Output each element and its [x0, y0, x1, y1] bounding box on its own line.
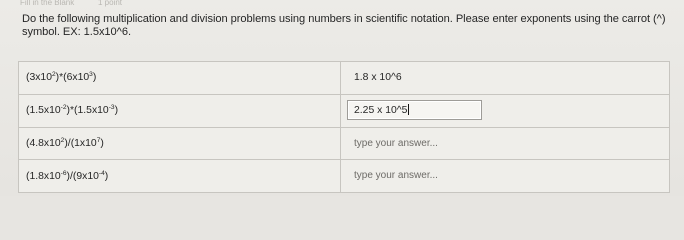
answer-value: 2.25 x 10^5 — [354, 104, 408, 116]
problem-expression: $(4.8x10^2)/(1x10^7)$ — [26, 136, 104, 149]
text-cursor — [408, 104, 409, 115]
table-row — [19, 62, 670, 95]
answer-cell — [341, 94, 670, 127]
answer-cell — [341, 127, 670, 160]
instructions-text: Do the following multiplication and division problems using numbers in scientific notation. Please enter exponents using the carrot (^) symbol. EX: 1.5x10^6. — [22, 13, 666, 39]
problem-expression: $(1.5x10^{-2})*(1.5x10^{-3})$ — [26, 104, 119, 117]
answer-cell — [341, 160, 670, 193]
problem-expression: $(1.8x10^{-6})/(9x10^{-4})$ — [26, 169, 109, 182]
answer-placeholder: type your answer... — [354, 137, 438, 149]
table-row — [19, 94, 670, 127]
answer-input[interactable] — [347, 133, 482, 153]
problem-cell — [19, 62, 341, 95]
scientific-notation-table — [18, 61, 670, 193]
answer-cell — [341, 62, 670, 95]
answer-input[interactable] — [347, 67, 482, 87]
table-row — [19, 160, 670, 193]
question-type-label: Fill in the Blank — [20, 0, 75, 7]
answer-input-active[interactable] — [347, 100, 482, 120]
points-label: 1 point — [98, 0, 123, 7]
answer-value: 1.8 x 10^6 — [354, 72, 402, 83]
answer-placeholder: type your answer... — [354, 170, 438, 182]
problem-expression: $(3x10^2)*(6x10^3)$ — [26, 71, 97, 84]
answer-input[interactable] — [347, 165, 482, 185]
problem-cell — [19, 127, 341, 160]
table-row — [19, 127, 670, 160]
question-meta — [0, 0, 684, 10]
problem-cell — [19, 94, 341, 127]
problem-cell — [19, 160, 341, 193]
